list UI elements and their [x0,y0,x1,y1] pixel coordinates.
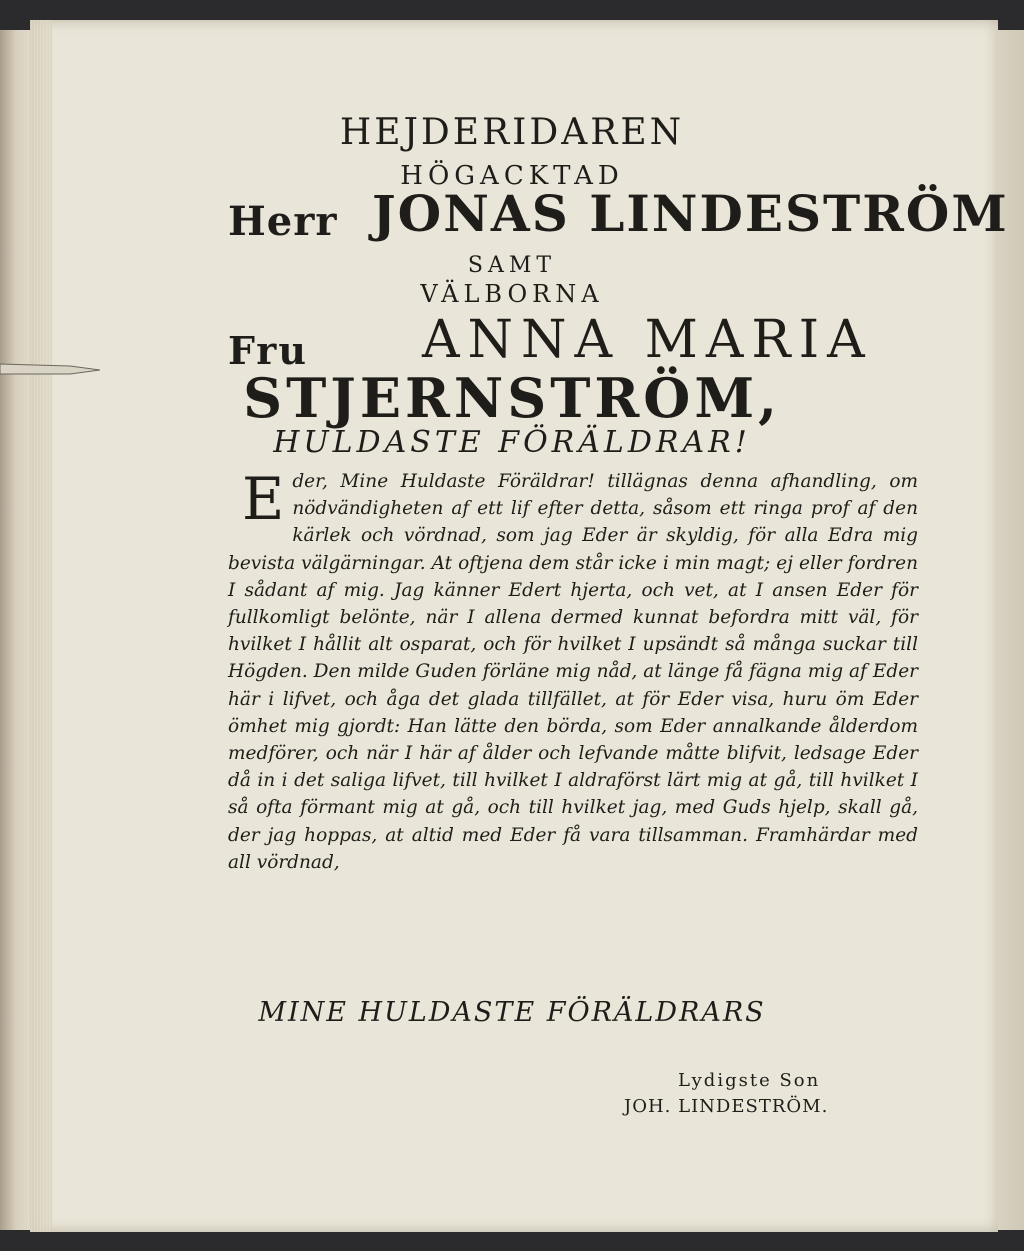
page-edges [30,20,52,1232]
conjunction-samt: SAMT [467,253,557,278]
honorific-valborna: VÄLBORNA [420,280,604,308]
closing-line: MINE HULDASTE FÖRÄLDRARS [258,997,766,1028]
title-heading: HEJDERIDAREN [339,112,685,153]
title-fru: Fru [228,328,308,373]
salutation: HULDASTE FÖRÄLDRAR! [273,425,751,460]
mother-name: ANNA MARIA [422,310,873,370]
signature-name: JOH. LINDESTRÖM. [624,1096,829,1117]
father-name: JONAS LINDESTRÖM [372,184,1009,243]
mother-surname: STJERNSTRÖM, [243,366,781,430]
honorific-hogacktad: HÖGACKTAD [400,161,624,191]
title-herr: Herr [228,198,338,245]
dedication-paragraph [228,465,918,876]
drop-cap: E [242,465,285,533]
dedication-text: der, Mine Huldaste Föräldrar! tillägnas denna afhandling, om nödvändigheten af ett lif efter detta, såsom ett ringa prof af den kärlek och vördnad, som jag Eder är skyldig, för alla Edra mig bevista välgärningar. At oftjena dem står icke i min magt; ej eller fordren I sådant af mig. Jag känner Edert hjerta, och vet, at I ansen Eder för fullkomligt belönte, när I allena dermed kunnat befordra mitt väl, för hvilket I hållit alt osparat, och för hvilket I upsändt så många suckar till Högden. Den milde Guden förläne mig nåd, at länge få fägna mig af Eder här i lifvet, och åga det glada tillfället, at för Eder visa, huru öm Eder ömhet mig gjordt: Han lätte den börda, som Eder annalkande ålderdom medförer, och när I här af ålder och lefvande måtte blifvit, ledsage Eder då in i det saliga lifvet, till hvilket I aldraförst lärt mig at gå, till hvilket I så ofta förmant mig at gå, och till hvilket jag, med Guds hjelp, skall gå, der jag hoppas, at altid med Eder få vara tillsamman. Framhärdar med all vördnad, [228,471,918,873]
signature-title: Lydigste Son [678,1070,821,1091]
